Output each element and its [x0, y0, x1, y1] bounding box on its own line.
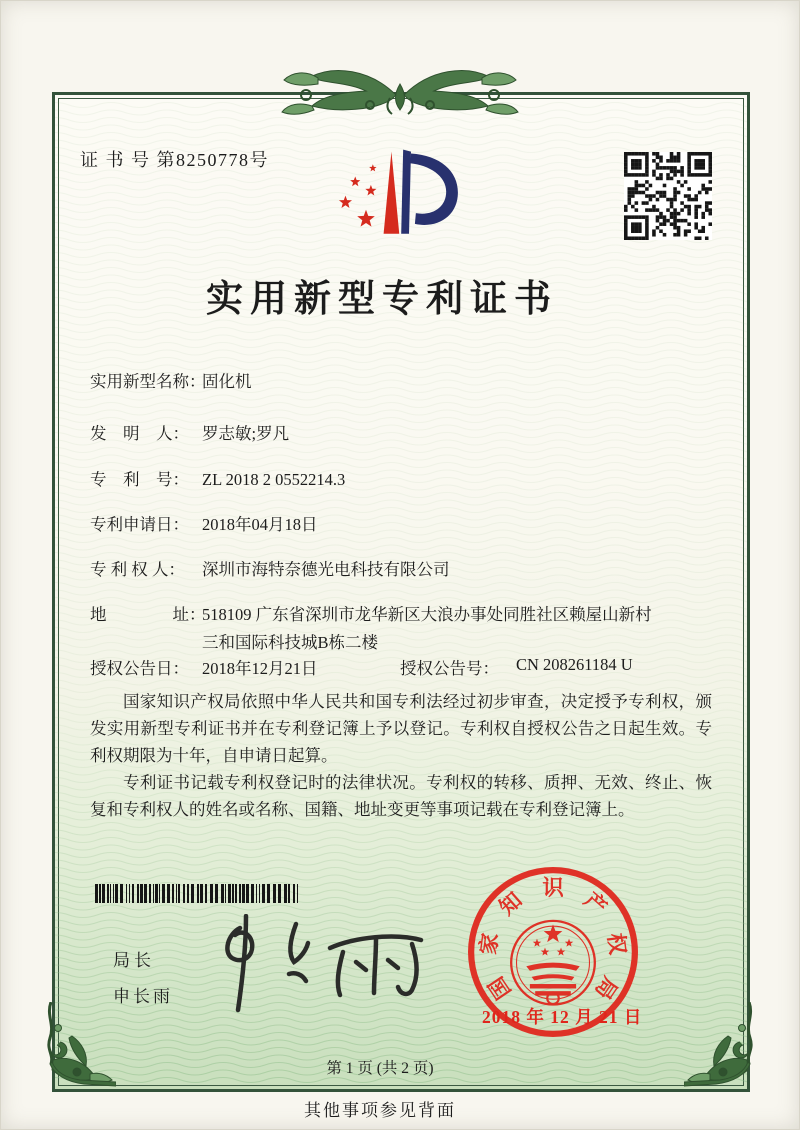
logo-navy-bar	[401, 150, 411, 234]
certificate-title: 实用新型专利证书	[206, 279, 558, 320]
legal-paragraph-1: 国家知识产权局依照中华人民共和国专利法经过初步审查，决定授予专利权，颁发实用新型专利证书并在专利登记簿上予以登记。专利权自授权公告之日起生效。专利权期限为十年，自申请日起算。	[90, 692, 712, 765]
svg-text:识: 识	[542, 875, 564, 900]
field-label: 地 址：	[90, 605, 206, 624]
legal-text-block	[90, 688, 712, 823]
logo-stars	[339, 164, 377, 226]
field-value: 2018年04月18日	[202, 515, 318, 534]
director-name: 申长雨	[113, 987, 173, 1006]
page-number: 第 1 页 (共 2 页)	[326, 1060, 434, 1077]
gazette-number-value: CN 208261184 U	[516, 655, 633, 674]
field-label: 专 利 号：	[90, 470, 189, 489]
field-label: 实用新型名称：	[90, 372, 206, 391]
certificate-number: 证 书 号 第8250778号	[80, 150, 269, 170]
svg-text:权: 权	[603, 931, 630, 956]
barcode	[95, 884, 302, 903]
field-label: 专利申请日：	[90, 515, 189, 534]
field-value: 深圳市海特奈德光电科技有限公司	[202, 560, 450, 579]
legal-paragraph-2: 专利证书记载专利权登记时的法律状况。专利权的转移、质押、无效、终止、恢复和专利权人的姓名或名称、国籍、地址变更等事项记载在专利登记簿上。	[90, 773, 712, 819]
field-value: 罗志敏;罗凡	[202, 424, 290, 443]
field-value: 固化机	[202, 372, 252, 391]
svg-text:国: 国	[483, 972, 516, 1004]
field-value: ZL 2018 2 0552214.3	[202, 470, 346, 489]
field-label: 授权公告日：	[90, 659, 189, 678]
field-value: 518109 广东省深圳市龙华新区大浪办事处同胜社区赖屋山新村三和国际科技城B栋二楼	[202, 605, 652, 652]
gazette-number-label: 授权公告号：	[400, 659, 499, 678]
logo-red-wedge	[384, 152, 400, 234]
svg-text:家: 家	[476, 931, 503, 956]
cnipa-logo-icon	[322, 136, 498, 262]
ornament-right-flourish	[404, 71, 518, 115]
logo-p-bowl	[410, 154, 458, 225]
ornament-left-flourish	[282, 71, 396, 115]
back-side-note: 其他事项参见背面	[304, 1101, 456, 1120]
svg-text:知: 知	[494, 887, 527, 920]
field-label: 专 利 权 人：	[90, 560, 185, 579]
svg-text:局: 局	[590, 972, 623, 1004]
field-value: 2018年12月21日	[202, 659, 318, 678]
qr-code	[624, 152, 712, 240]
director-signature	[210, 914, 430, 1014]
director-title: 局长	[113, 951, 155, 970]
seal-date: 2018 年 12 月 21 日	[482, 1007, 643, 1027]
svg-text:产: 产	[579, 887, 612, 920]
top-border-ornament-icon	[278, 64, 522, 122]
ornament-center-leaf	[396, 84, 405, 110]
seal-national-emblem-icon	[511, 921, 595, 1005]
field-label: 发 明 人：	[90, 424, 189, 443]
